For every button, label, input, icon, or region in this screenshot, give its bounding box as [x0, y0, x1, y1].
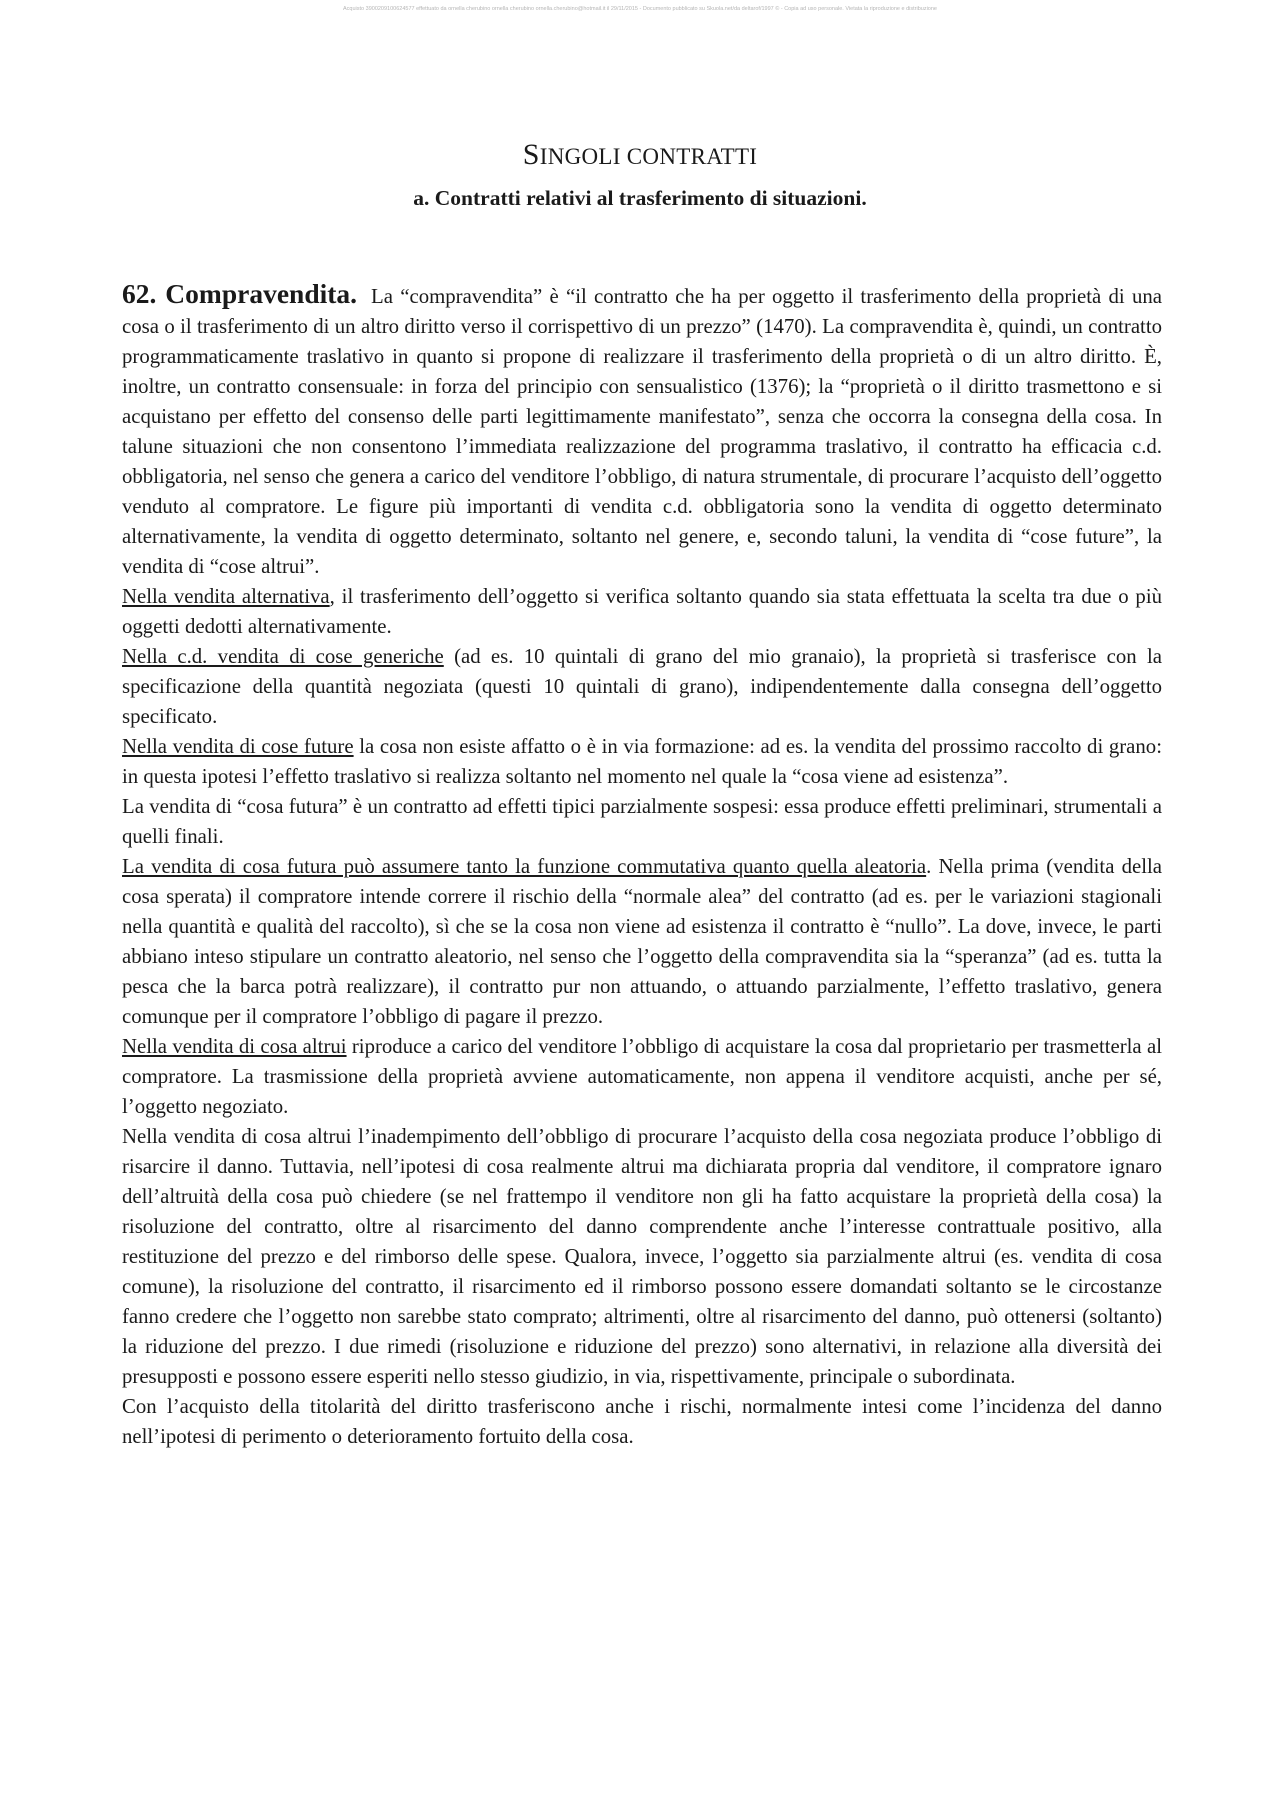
copyright-watermark: Acquisto 3900209100624577 effettuato da ornella cherubino ornella cherubino ornella.cherubino@hotmail.it il 29/11/2015 - Documento pubblicato su Skuola.net/da deltarof/1997 © - Copia ad uso personale. Vietata la riproduzione e distribuzione [343, 6, 937, 12]
paragraph-rischi [122, 1392, 1162, 1452]
paragraph-text: La vendita di “cosa futura” è un contratto ad effetti tipici parzialmente sospesi: essa produce effetti preliminari, strumentali a quelli finali. [122, 795, 1162, 848]
paragraph-text: la cosa non esiste affatto o è in via formazione: ad es. la vendita del prossimo raccolto di grano: in questa ipotesi l’effetto traslativo si realizza soltanto nel momento nel quale la “cosa viene ad esistenza”. [122, 735, 1162, 788]
paragraph-cose-future [122, 732, 1162, 792]
intro-text: La “compravendita” è “il contratto che ha per oggetto il trasferimento della proprietà di una cosa o il trasferimento di un altro diritto verso il corrispettivo di un prezzo” (1470). La compravendita è, quindi, un contratto programmaticamente traslativo in quanto si propone di realizzare il trasferimento della proprietà o di un altro diritto. È, inoltre, un contratto consensuale: in forza del principio con sensualistico (1376); la “proprietà o il diritto trasmettono e si acquistano per effetto del consenso delle parti legittimamente manifestato”, senza che occorra la consegna della cosa. In talune situazioni che non consentono l’immediata realizzazione del programma traslativo, il contratto ha efficacia c.d. obbligatoria, nel senso che genera a carico del venditore l’obbligo, di natura strumentale, di procurare l’acquisto dell’oggetto venduto al compratore. Le figure più importanti di vendita c.d. obbligatoria sono la vendita di oggetto determinato alternativamente, la vendita di oggetto determinato, soltanto nel genere, e, secondo taluni, la vendita di “cose future”, la vendita di “cose altrui”. [122, 285, 1162, 578]
section-subtitle: a. Contratti relativi al trasferimento di situazioni. [413, 186, 867, 210]
document-body [122, 278, 1162, 1452]
paragraph-text: riproduce a carico del venditore l’obbligo di acquistare la cosa dal proprietario per trasmetterla al compratore. La trasmissione della proprietà avviene automaticamente, non appena il venditore acquisti, anche per sé, l’oggetto negoziato. [122, 1035, 1162, 1118]
paragraph-text: Con l’acquisto della titolarità del diritto trasferiscono anche i rischi, normalmente intesi come l’incidenza del danno nell’ipotesi di perimento o deterioramento fortuito della cosa. [122, 1395, 1162, 1448]
paragraph-cose-generiche [122, 642, 1162, 732]
paragraph-cosa-altrui [122, 1032, 1162, 1122]
paragraph-vendita-alternativa [122, 582, 1162, 642]
paragraph-cosa-futura-effetti [122, 792, 1162, 852]
section-heading: 62. Compravendita. [122, 278, 358, 309]
paragraph-funzione-aleatoria [122, 852, 1162, 1032]
intro-paragraph [122, 279, 1162, 582]
paragraph-underlined-lead: Nella c.d. vendita di cose generiche [122, 645, 444, 668]
paragraph-underlined-lead: Nella vendita di cose future [122, 735, 354, 758]
paragraph-underlined-lead: Nella vendita alternativa [122, 585, 330, 608]
paragraph-inadempimento [122, 1122, 1162, 1392]
paragraph-text: Nella vendita di cosa altrui l’inadempimento dell’obbligo di procurare l’acquisto della cosa negoziata produce l’obbligo di risarcire il danno. Tuttavia, nell’ipotesi di cosa realmente altrui ma dichiarata propria dal venditore, il compratore ignaro dell’altruità della cosa può chiedere (se nel frattempo il venditore non gli ha fatto acquistare la proprietà della cosa) la risoluzione del contratto, oltre al risarcimento del danno comprendente anche l’interesse contrattuale positivo, alla restituzione del prezzo e del rimborso delle spese. Qualora, invece, l’oggetto sia parzialmente altrui (es. vendita di cosa comune), la risoluzione del contratto, il risarcimento ed il rimborso possono essere domandati soltanto se le circostanze fanno credere che l’oggetto non sarebbe stato comprato; altrimenti, oltre al risarcimento del danno, può ottenersi (soltanto) la riduzione del prezzo. I due rimedi (risoluzione e riduzione del prezzo) sono alternativi, in relazione alla diversità dei presupposti e possono essere esperiti nello stesso giudizio, in via, rispettivamente, principale o subordinata. [122, 1125, 1162, 1388]
paragraph-text: (ad es. 10 quintali di grano del mio granaio), la proprietà si trasferisce con la specificazione della quantità negoziata (questi 10 quintali di grano), indipendentemente dalla consegna dell’oggetto specificato. [122, 645, 1162, 728]
title-small-caps: INGOLI CONTRATTI [539, 144, 758, 169]
paragraph-underlined-lead: La vendita di cosa futura può assumere tanto la funzione commutativa quanto quella aleatoria [122, 855, 927, 878]
page-title [0, 138, 1280, 172]
paragraph-text: , il trasferimento dell’oggetto si verifica soltanto quando sia stata effettuata la scelta tra due o più oggetti dedotti alternativamente. [122, 585, 1162, 638]
title-initial: S [522, 138, 540, 171]
paragraph-text: . Nella prima (vendita della cosa sperata) il compratore intende correre il rischio della “normale alea” del contratto (ad es. per le variazioni stagionali nella quantità e qualità del raccolto), sì che se la cosa non viene ad esistenza il contratto è “nullo”. La dove, invece, le parti abbiano inteso stipulare un contratto aleatorio, nel senso che l’oggetto della compravendita sia la “speranza” (ad es. tutta la pesca che la barca potrà realizzare), il contratto pur non attuando, o attuando parzialmente, l’effetto traslativo, genera comunque per il compratore l’obbligo di pagare il prezzo. [122, 855, 1162, 1028]
paragraph-underlined-lead: Nella vendita di cosa altrui [122, 1035, 347, 1058]
